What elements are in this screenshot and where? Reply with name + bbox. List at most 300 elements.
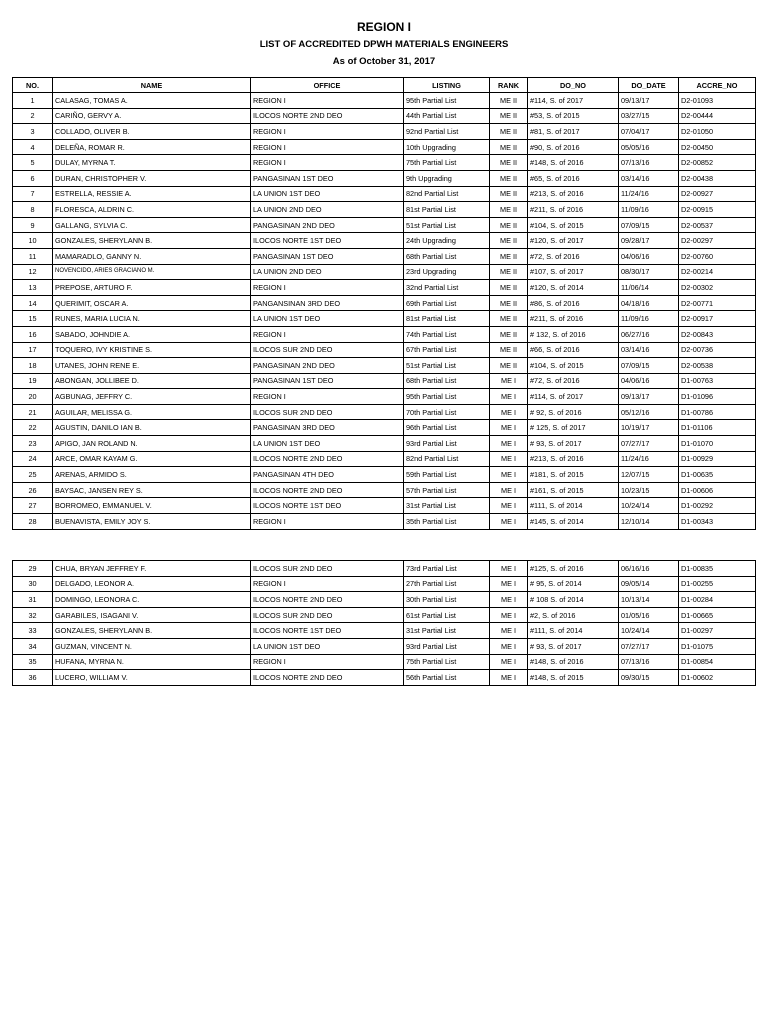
table-row — [13, 311, 756, 327]
cell-name: DULAY, MYRNA T. — [53, 155, 251, 171]
cell-accre-no: D1-00786 — [679, 404, 756, 420]
cell-rank: ME II — [490, 108, 528, 124]
cell-rank: ME II — [490, 155, 528, 171]
cell-listing: 93rd Partial List — [404, 638, 490, 654]
cell-do-date: 05/05/16 — [619, 139, 679, 155]
cell-do-no: #148, S. of 2016 — [528, 155, 619, 171]
document-date: As of October 31, 2017 — [332, 56, 436, 67]
cell-accre-no: D1-01075 — [679, 638, 756, 654]
cell-do-no: #111, S. of 2014 — [528, 623, 619, 639]
cell-do-no: #120, S. of 2014 — [528, 280, 619, 296]
cell-rank: ME II — [490, 170, 528, 186]
cell-rank: ME I — [490, 373, 528, 389]
cell-rank: ME II — [490, 295, 528, 311]
cell-no: 28 — [13, 514, 53, 530]
cell-office: ILOCOS NORTE 2ND DEO — [251, 670, 404, 686]
cell-name: RUNES, MARIA LUCIA N. — [53, 311, 251, 327]
cell-do-no: #66, S. of 2016 — [528, 342, 619, 358]
cell-listing: 68th Partial List — [404, 248, 490, 264]
cell-accre-no: D2-01093 — [679, 93, 756, 109]
cell-rank: ME II — [490, 124, 528, 140]
cell-rank: ME II — [490, 248, 528, 264]
cell-office: REGION I — [251, 139, 404, 155]
cell-listing: 51st Partial List — [404, 358, 490, 374]
cell-name: NOVENCIDO, ARIES GRACIANO M. — [53, 264, 251, 280]
cell-no: 26 — [13, 482, 53, 498]
cell-office: PANGASINAN 1ST DEO — [251, 373, 404, 389]
cell-name: QUERIMIT, OSCAR A. — [53, 295, 251, 311]
cell-do-date: 12/10/14 — [619, 514, 679, 530]
cell-name: CHUA, BRYAN JEFFREY F. — [53, 561, 251, 577]
cell-rank: ME II — [490, 139, 528, 155]
cell-accre-no: D1-01070 — [679, 436, 756, 452]
cell-no: 22 — [13, 420, 53, 436]
cell-do-no: #65, S. of 2016 — [528, 170, 619, 186]
cell-listing: 69th Partial List — [404, 295, 490, 311]
cell-name: APIGO, JAN ROLAND N. — [53, 436, 251, 452]
cell-name: LUCERO, WILLIAM V. — [53, 670, 251, 686]
cell-listing: 73rd Partial List — [404, 561, 490, 577]
cell-rank: ME I — [490, 576, 528, 592]
cell-no: 27 — [13, 498, 53, 514]
cell-accre-no: D1-00284 — [679, 592, 756, 608]
engineers-table — [12, 77, 756, 530]
table-row — [13, 404, 756, 420]
cell-no: 5 — [13, 155, 53, 171]
cell-do-date: 09/13/17 — [619, 389, 679, 405]
cell-listing: 70th Partial List — [404, 404, 490, 420]
cell-office: REGION I — [251, 326, 404, 342]
table-row — [13, 139, 756, 155]
cell-accre-no: D1-00292 — [679, 498, 756, 514]
cell-name: ARENAS, ARMIDO S. — [53, 467, 251, 483]
cell-accre-no: D1-00929 — [679, 451, 756, 467]
column-header-listing: LISTING — [404, 78, 490, 93]
cell-do-date: 11/24/16 — [619, 451, 679, 467]
cell-do-no: #148, S. of 2016 — [528, 654, 619, 670]
cell-office: REGION I — [251, 576, 404, 592]
cell-rank: ME II — [490, 93, 528, 109]
cell-accre-no: D1-00763 — [679, 373, 756, 389]
cell-do-no: #86, S. of 2016 — [528, 295, 619, 311]
cell-do-no: #145, S. of 2014 — [528, 514, 619, 530]
cell-rank: ME I — [490, 404, 528, 420]
cell-rank: ME II — [490, 311, 528, 327]
cell-do-date: 03/27/15 — [619, 108, 679, 124]
cell-name: CARIÑO, GERVY A. — [53, 108, 251, 124]
cell-office: REGION I — [251, 124, 404, 140]
cell-name: MAMARADLO, GANNY N. — [53, 248, 251, 264]
cell-no: 25 — [13, 467, 53, 483]
cell-no: 16 — [13, 326, 53, 342]
cell-rank: ME I — [490, 482, 528, 498]
cell-name: GONZALES, SHERYLANN B. — [53, 233, 251, 249]
cell-name: GALLANG, SYLVIA C. — [53, 217, 251, 233]
cell-listing: 93rd Partial List — [404, 436, 490, 452]
cell-do-date: 04/18/16 — [619, 295, 679, 311]
cell-accre-no: D1-00297 — [679, 623, 756, 639]
cell-name: FLORESCA, ALDRIN C. — [53, 202, 251, 218]
cell-office: PANGASINAN 2ND DEO — [251, 358, 404, 374]
cell-listing: 56th Partial List — [404, 670, 490, 686]
table-row — [13, 108, 756, 124]
table-row — [13, 482, 756, 498]
cell-office: LA UNION 1ST DEO — [251, 638, 404, 654]
cell-name: HUFANA, MYRNA N. — [53, 654, 251, 670]
cell-office: PANGASINAN 4TH DEO — [251, 467, 404, 483]
cell-no: 6 — [13, 170, 53, 186]
cell-listing: 95th Partial List — [404, 389, 490, 405]
cell-do-no: #120, S. of 2017 — [528, 233, 619, 249]
cell-accre-no: D2-00852 — [679, 155, 756, 171]
cell-do-no: #104, S. of 2015 — [528, 217, 619, 233]
cell-listing: 81st Partial List — [404, 311, 490, 327]
cell-no: 24 — [13, 451, 53, 467]
cell-name: UTANES, JOHN RENE E. — [53, 358, 251, 374]
cell-rank: ME II — [490, 217, 528, 233]
table-row — [13, 451, 756, 467]
cell-listing: 61st Partial List — [404, 607, 490, 623]
cell-listing: 10th Upgrading — [404, 139, 490, 155]
table-row — [13, 420, 756, 436]
cell-do-date: 09/05/14 — [619, 576, 679, 592]
cell-accre-no: D1-00635 — [679, 467, 756, 483]
cell-office: ILOCOS SUR 2ND DEO — [251, 404, 404, 420]
cell-accre-no: D2-00915 — [679, 202, 756, 218]
cell-name: BUENAVISTA, EMILY JOY S. — [53, 514, 251, 530]
cell-office: ILOCOS SUR 2ND DEO — [251, 342, 404, 358]
cell-accre-no: D2-00214 — [679, 264, 756, 280]
header-row — [13, 78, 756, 93]
table-row — [13, 561, 756, 577]
cell-name: SABADO, JOHNDIE A. — [53, 326, 251, 342]
cell-listing: 44th Partial List — [404, 108, 490, 124]
cell-accre-no: D2-00537 — [679, 217, 756, 233]
table-row — [13, 436, 756, 452]
cell-do-no: #81, S. of 2017 — [528, 124, 619, 140]
cell-rank: ME I — [490, 436, 528, 452]
table-row — [13, 202, 756, 218]
cell-rank: ME I — [490, 514, 528, 530]
table-row — [13, 170, 756, 186]
cell-no: 2 — [13, 108, 53, 124]
cell-rank: ME II — [490, 202, 528, 218]
cell-listing: 24th Upgrading — [404, 233, 490, 249]
cell-rank: ME I — [490, 623, 528, 639]
cell-accre-no: D2-01050 — [679, 124, 756, 140]
cell-no: 4 — [13, 139, 53, 155]
cell-office: PANGASINAN 1ST DEO — [251, 248, 404, 264]
cell-name: BORROMEO, EMMANUEL V. — [53, 498, 251, 514]
cell-rank: ME II — [490, 233, 528, 249]
cell-no: 7 — [13, 186, 53, 202]
cell-accre-no: D2-00302 — [679, 280, 756, 296]
cell-name: DOMINGO, LEONORA C. — [53, 592, 251, 608]
column-header-rank: RANK — [490, 78, 528, 93]
cell-no: 14 — [13, 295, 53, 311]
cell-do-no: #211, S. of 2016 — [528, 202, 619, 218]
cell-do-no: #181, S. of 2015 — [528, 467, 619, 483]
table-row — [13, 93, 756, 109]
cell-no: 34 — [13, 638, 53, 654]
cell-listing: 67th Partial List — [404, 342, 490, 358]
table-row — [13, 576, 756, 592]
cell-no: 13 — [13, 280, 53, 296]
cell-office: ILOCOS NORTE 1ST DEO — [251, 498, 404, 514]
cell-office: ILOCOS NORTE 1ST DEO — [251, 623, 404, 639]
cell-no: 12 — [13, 264, 53, 280]
cell-accre-no: D2-00736 — [679, 342, 756, 358]
cell-do-no: #211, S. of 2016 — [528, 311, 619, 327]
cell-do-no: #148, S. of 2015 — [528, 670, 619, 686]
cell-do-date: 06/16/16 — [619, 561, 679, 577]
column-header-name: NAME — [53, 78, 251, 93]
cell-listing: 31st Partial List — [404, 498, 490, 514]
cell-do-no: #72, S. of 2016 — [528, 248, 619, 264]
cell-no: 18 — [13, 358, 53, 374]
cell-do-no: # 93, S. of 2017 — [528, 638, 619, 654]
column-header-accre-no: ACCRE_NO — [679, 78, 756, 93]
cell-do-no: # 108 S. of 2014 — [528, 592, 619, 608]
cell-rank: ME I — [490, 420, 528, 436]
cell-do-date: 08/30/17 — [619, 264, 679, 280]
cell-accre-no: D1-00665 — [679, 607, 756, 623]
cell-rank: ME I — [490, 607, 528, 623]
cell-no: 19 — [13, 373, 53, 389]
cell-listing: 82nd Partial List — [404, 451, 490, 467]
cell-do-date: 07/27/17 — [619, 436, 679, 452]
cell-do-date: 07/09/15 — [619, 217, 679, 233]
table-row — [13, 638, 756, 654]
cell-accre-no: D2-00297 — [679, 233, 756, 249]
cell-listing: 95th Partial List — [404, 93, 490, 109]
cell-do-no: #2, S. of 2016 — [528, 607, 619, 623]
cell-listing: 35th Partial List — [404, 514, 490, 530]
cell-listing: 59th Partial List — [404, 467, 490, 483]
cell-listing: 27th Partial List — [404, 576, 490, 592]
cell-do-date: 11/24/16 — [619, 186, 679, 202]
cell-office: PANGANSINAN 3RD DEO — [251, 295, 404, 311]
cell-do-no: #213, S. of 2016 — [528, 451, 619, 467]
cell-do-no: #213, S. of 2016 — [528, 186, 619, 202]
cell-office: REGION I — [251, 155, 404, 171]
cell-office: REGION I — [251, 93, 404, 109]
cell-listing: 32nd Partial List — [404, 280, 490, 296]
cell-accre-no: D1-00606 — [679, 482, 756, 498]
cell-no: 20 — [13, 389, 53, 405]
cell-name: ARCE, OMAR KAYAM G. — [53, 451, 251, 467]
table-row — [13, 358, 756, 374]
table-row — [13, 607, 756, 623]
cell-name: AGUILAR, MELISSA G. — [53, 404, 251, 420]
cell-do-date: 09/13/17 — [619, 93, 679, 109]
cell-rank: ME I — [490, 561, 528, 577]
table-row — [13, 670, 756, 686]
cell-listing: 23rd Upgrading — [404, 264, 490, 280]
cell-accre-no: D1-00255 — [679, 576, 756, 592]
cell-name: ESTRELLA, RESSIE A. — [53, 186, 251, 202]
column-header-do-date: DO_DATE — [619, 78, 679, 93]
cell-do-no: #53, S. of 2015 — [528, 108, 619, 124]
cell-accre-no: D2-00538 — [679, 358, 756, 374]
cell-do-no: #114, S. of 2017 — [528, 389, 619, 405]
cell-no: 1 — [13, 93, 53, 109]
cell-rank: ME I — [490, 654, 528, 670]
table-row — [13, 389, 756, 405]
cell-do-no: # 92, S. of 2016 — [528, 404, 619, 420]
cell-do-date: 04/06/16 — [619, 248, 679, 264]
cell-do-date: 10/19/17 — [619, 420, 679, 436]
cell-do-date: 09/30/15 — [619, 670, 679, 686]
cell-accre-no: D1-00854 — [679, 654, 756, 670]
cell-accre-no: D2-00760 — [679, 248, 756, 264]
table-row — [13, 217, 756, 233]
cell-no: 36 — [13, 670, 53, 686]
cell-no: 3 — [13, 124, 53, 140]
cell-do-date: 07/27/17 — [619, 638, 679, 654]
cell-listing: 68th Partial List — [404, 373, 490, 389]
cell-do-date: 07/09/15 — [619, 358, 679, 374]
table-row — [13, 623, 756, 639]
cell-listing: 96th Partial List — [404, 420, 490, 436]
engineers-table-continued — [12, 560, 756, 686]
cell-do-no: #111, S. of 2014 — [528, 498, 619, 514]
column-header-do-no: DO_NO — [528, 78, 619, 93]
cell-name: ABONGAN, JOLLIBEE D. — [53, 373, 251, 389]
cell-no: 21 — [13, 404, 53, 420]
table-row — [13, 248, 756, 264]
cell-accre-no: D2-00927 — [679, 186, 756, 202]
cell-name: DELGADO, LEONOR A. — [53, 576, 251, 592]
cell-listing: 82nd Partial List — [404, 186, 490, 202]
table-row — [13, 264, 756, 280]
cell-do-no: #107, S. of 2017 — [528, 264, 619, 280]
table-row — [13, 186, 756, 202]
cell-no: 35 — [13, 654, 53, 670]
cell-no: 29 — [13, 561, 53, 577]
cell-do-no: #125, S. of 2016 — [528, 561, 619, 577]
column-header-office: OFFICE — [251, 78, 404, 93]
cell-accre-no: D2-00917 — [679, 311, 756, 327]
cell-office: ILOCOS NORTE 1ST DEO — [251, 233, 404, 249]
cell-listing: 92nd Partial List — [404, 124, 490, 140]
cell-rank: ME II — [490, 326, 528, 342]
cell-do-date: 03/14/16 — [619, 342, 679, 358]
cell-office: PANGASINAN 1ST DEO — [251, 170, 404, 186]
cell-rank: ME II — [490, 342, 528, 358]
cell-do-date: 07/13/16 — [619, 155, 679, 171]
cell-do-date: 11/09/16 — [619, 311, 679, 327]
cell-office: LA UNION 2ND DEO — [251, 202, 404, 218]
cell-office: ILOCOS NORTE 2ND DEO — [251, 451, 404, 467]
cell-do-no: # 125, S. of 2017 — [528, 420, 619, 436]
cell-accre-no: D2-00843 — [679, 326, 756, 342]
cell-accre-no: D2-00771 — [679, 295, 756, 311]
cell-office: PANGASINAN 2ND DEO — [251, 217, 404, 233]
cell-listing: 31st Partial List — [404, 623, 490, 639]
cell-name: TOQUERO, IVY KRISTINE S. — [53, 342, 251, 358]
cell-accre-no: D1-00343 — [679, 514, 756, 530]
cell-accre-no: D1-00835 — [679, 561, 756, 577]
cell-do-date: 10/23/15 — [619, 482, 679, 498]
table-row — [13, 498, 756, 514]
cell-no: 31 — [13, 592, 53, 608]
cell-do-date: 11/06/14 — [619, 280, 679, 296]
cell-do-date: 03/14/16 — [619, 170, 679, 186]
cell-do-date: 11/09/16 — [619, 202, 679, 218]
cell-office: ILOCOS NORTE 2ND DEO — [251, 108, 404, 124]
cell-do-no: # 95, S. of 2014 — [528, 576, 619, 592]
cell-no: 17 — [13, 342, 53, 358]
cell-listing: 81st Partial List — [404, 202, 490, 218]
cell-listing: 30th Partial List — [404, 592, 490, 608]
cell-rank: ME I — [490, 467, 528, 483]
table-row — [13, 280, 756, 296]
cell-accre-no: D1-01106 — [679, 420, 756, 436]
cell-do-date: 07/04/17 — [619, 124, 679, 140]
table-row — [13, 373, 756, 389]
cell-listing: 51st Partial List — [404, 217, 490, 233]
cell-do-date: 10/13/14 — [619, 592, 679, 608]
cell-do-date: 05/12/16 — [619, 404, 679, 420]
cell-rank: ME I — [490, 498, 528, 514]
cell-do-no: # 93, S. of 2017 — [528, 436, 619, 452]
cell-accre-no: D2-00438 — [679, 170, 756, 186]
document-title: REGION I — [356, 20, 411, 34]
cell-rank: ME I — [490, 670, 528, 686]
table-row — [13, 233, 756, 249]
table-row — [13, 155, 756, 171]
cell-office: REGION I — [251, 654, 404, 670]
cell-no: 8 — [13, 202, 53, 218]
table-row — [13, 342, 756, 358]
table-row — [13, 326, 756, 342]
table-row — [13, 654, 756, 670]
cell-no: 9 — [13, 217, 53, 233]
cell-no: 15 — [13, 311, 53, 327]
cell-office: LA UNION 1ST DEO — [251, 436, 404, 452]
cell-accre-no: D1-00602 — [679, 670, 756, 686]
cell-do-date: 06/27/16 — [619, 326, 679, 342]
cell-no: 32 — [13, 607, 53, 623]
table-row — [13, 514, 756, 530]
cell-office: PANGASINAN 3RD DEO — [251, 420, 404, 436]
table-row — [13, 124, 756, 140]
cell-name: PREPOSE, ARTURO F. — [53, 280, 251, 296]
cell-do-no: #161, S. of 2015 — [528, 482, 619, 498]
cell-name: COLLADO, OLIVER B. — [53, 124, 251, 140]
cell-rank: ME I — [490, 389, 528, 405]
cell-name: DURAN, CHRISTOPHER V. — [53, 170, 251, 186]
cell-do-date: 12/07/15 — [619, 467, 679, 483]
cell-do-date: 01/05/16 — [619, 607, 679, 623]
cell-do-no: #90, S. of 2016 — [528, 139, 619, 155]
cell-listing: 74th Partial List — [404, 326, 490, 342]
cell-office: REGION I — [251, 389, 404, 405]
cell-do-date: 10/24/14 — [619, 498, 679, 514]
cell-office: ILOCOS NORTE 2ND DEO — [251, 482, 404, 498]
cell-office: ILOCOS SUR 2ND DEO — [251, 561, 404, 577]
cell-rank: ME II — [490, 186, 528, 202]
cell-no: 23 — [13, 436, 53, 452]
cell-no: 10 — [13, 233, 53, 249]
cell-do-date: 10/24/14 — [619, 623, 679, 639]
cell-rank: ME II — [490, 264, 528, 280]
cell-office: LA UNION 1ST DEO — [251, 186, 404, 202]
cell-no: 30 — [13, 576, 53, 592]
cell-do-no: #72, S. of 2016 — [528, 373, 619, 389]
cell-rank: ME I — [490, 638, 528, 654]
